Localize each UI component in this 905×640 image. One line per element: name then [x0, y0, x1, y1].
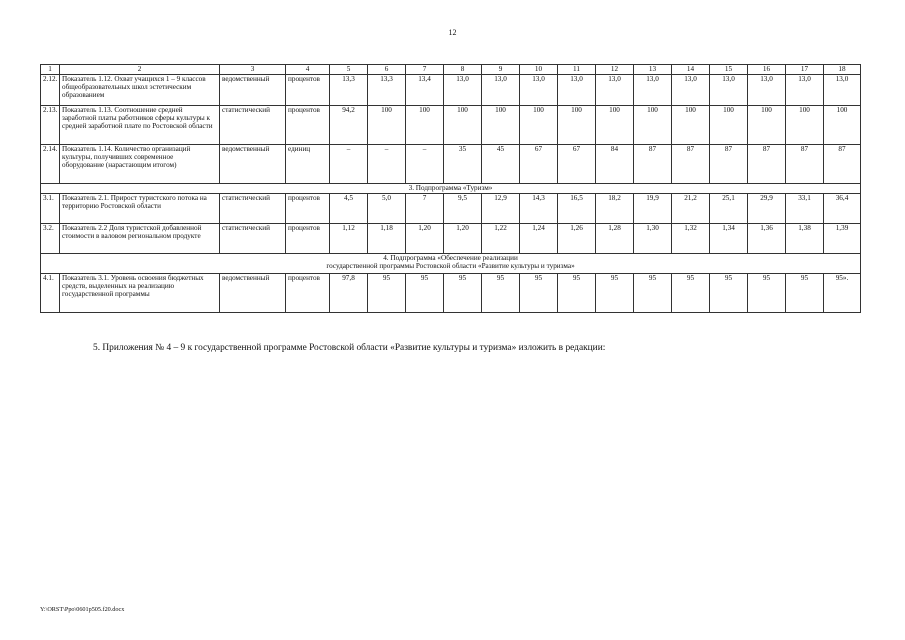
indicator-name: Показатель 1.12. Охват учащихся 1 – 9 классов общеобразовательных школ эстетическим образованием	[60, 75, 220, 106]
value-cell: 67	[520, 145, 558, 184]
value-cell: 45	[482, 145, 520, 184]
header-cell: 2	[60, 65, 220, 75]
header-cell: 15	[710, 65, 748, 75]
value-cell: 95	[634, 274, 672, 313]
value-cell: 100	[444, 106, 482, 145]
row-number: 3.1.	[41, 194, 60, 224]
header-cell: 16	[748, 65, 786, 75]
value-cell: 16,5	[558, 194, 596, 224]
value-cell: 95	[748, 274, 786, 313]
value-cell: 95	[406, 274, 444, 313]
value-cell: 13,0	[824, 75, 861, 106]
value-cell: 100	[406, 106, 444, 145]
indicator-unit: процентов	[286, 194, 330, 224]
value-cell: 13,0	[710, 75, 748, 106]
header-cell: 5	[330, 65, 368, 75]
header-cell: 3	[220, 65, 286, 75]
indicator-name: Показатель 1.13. Соотношение средней заработной платы работников сферы культуры к средней заработной плате по Ростовской области	[60, 106, 220, 145]
header-cell: 4	[286, 65, 330, 75]
indicator-source: статистический	[220, 106, 286, 145]
value-cell: 87	[672, 145, 710, 184]
value-cell: 1,24	[520, 224, 558, 254]
value-cell: 100	[482, 106, 520, 145]
value-cell: 9,5	[444, 194, 482, 224]
section-title-line: 4. Подпрограмма «Обеспечение реализации	[383, 254, 518, 262]
value-cell: 95	[710, 274, 748, 313]
value-cell: 1,20	[444, 224, 482, 254]
row-number: 2.12.	[41, 75, 60, 106]
value-cell: 95	[786, 274, 824, 313]
table-row	[41, 145, 861, 184]
indicator-name: Показатель 2.2 Доля туристской добавленной стоимости в валовом региональном продукте	[60, 224, 220, 254]
section-title	[41, 184, 861, 194]
value-cell: 13,4	[406, 75, 444, 106]
value-cell: 13,0	[520, 75, 558, 106]
value-cell: 1,20	[406, 224, 444, 254]
value-cell: 95	[558, 274, 596, 313]
indicator-unit: процентов	[286, 274, 330, 313]
value-cell: –	[406, 145, 444, 184]
table-row	[41, 224, 861, 254]
value-cell: 1,34	[710, 224, 748, 254]
value-cell: 100	[634, 106, 672, 145]
header-cell: 11	[558, 65, 596, 75]
indicator-source: статистический	[220, 224, 286, 254]
header-cell: 18	[824, 65, 861, 75]
section-row	[41, 254, 861, 274]
indicator-name: Показатель 2.1. Прирост туристского потока на территорию Ростовской области	[60, 194, 220, 224]
value-cell: 13,0	[634, 75, 672, 106]
indicators-table	[40, 64, 861, 313]
value-cell: 87	[786, 145, 824, 184]
header-cell: 17	[786, 65, 824, 75]
value-cell: 35	[444, 145, 482, 184]
row-number: 2.14.	[41, 145, 60, 184]
value-cell: 14,3	[520, 194, 558, 224]
value-cell: 95».	[824, 274, 861, 313]
value-cell: 67	[558, 145, 596, 184]
value-cell: 1,18	[368, 224, 406, 254]
value-cell: 1,36	[748, 224, 786, 254]
indicator-unit: процентов	[286, 75, 330, 106]
value-cell: 13,3	[368, 75, 406, 106]
header-cell: 7	[406, 65, 444, 75]
value-cell: 1,28	[596, 224, 634, 254]
value-cell: –	[330, 145, 368, 184]
value-cell: 95	[672, 274, 710, 313]
value-cell: 29,9	[748, 194, 786, 224]
value-cell: 1,12	[330, 224, 368, 254]
value-cell: 100	[520, 106, 558, 145]
value-cell: 95	[368, 274, 406, 313]
section-title	[41, 254, 861, 274]
value-cell: 100	[786, 106, 824, 145]
value-cell: 25,1	[710, 194, 748, 224]
row-number: 3.2.	[41, 224, 60, 254]
value-cell: 1,26	[558, 224, 596, 254]
value-cell: 33,1	[786, 194, 824, 224]
indicator-unit: процентов	[286, 106, 330, 145]
header-cell: 14	[672, 65, 710, 75]
value-cell: 94,2	[330, 106, 368, 145]
value-cell: 18,2	[596, 194, 634, 224]
page-number: 12	[448, 28, 457, 37]
value-cell: 100	[596, 106, 634, 145]
value-cell: 13,0	[748, 75, 786, 106]
value-cell: 7	[406, 194, 444, 224]
section-row	[41, 184, 861, 194]
value-cell: 1,30	[634, 224, 672, 254]
header-cell: 6	[368, 65, 406, 75]
header-row	[41, 65, 861, 75]
value-cell: –	[368, 145, 406, 184]
value-cell: 87	[824, 145, 861, 184]
value-cell: 13,0	[444, 75, 482, 106]
value-cell: 87	[710, 145, 748, 184]
value-cell: 100	[824, 106, 861, 145]
value-cell: 19,9	[634, 194, 672, 224]
file-path: Y:\ORST\Ppo\0601p505.f20.docx	[40, 606, 125, 613]
value-cell: 100	[672, 106, 710, 145]
header-cell: 12	[596, 65, 634, 75]
value-cell: 100	[368, 106, 406, 145]
value-cell: 21,2	[672, 194, 710, 224]
indicator-source: ведомственный	[220, 145, 286, 184]
indicator-name: Показатель 3.1. Уровень освоения бюджетных средств, выделенных на реализацию государственной программы	[60, 274, 220, 313]
value-cell: 1,22	[482, 224, 520, 254]
section-title-line: государственной программы Ростовской области «Развитие культуры и туризма»	[326, 262, 575, 271]
indicator-source: ведомственный	[220, 274, 286, 313]
value-cell: 12,9	[482, 194, 520, 224]
value-cell: 87	[748, 145, 786, 184]
footer-note: 5. Приложения № 4 – 9 к государственной программе Ростовской области «Развитие культуры и туризма» изложить в редакции:	[93, 343, 606, 353]
value-cell: 95	[596, 274, 634, 313]
value-cell: 100	[710, 106, 748, 145]
value-cell: 13,0	[596, 75, 634, 106]
header-cell: 8	[444, 65, 482, 75]
value-cell: 13,0	[482, 75, 520, 106]
value-cell: 13,3	[330, 75, 368, 106]
table-row	[41, 75, 861, 106]
value-cell: 5,0	[368, 194, 406, 224]
value-cell: 13,0	[558, 75, 596, 106]
table-row	[41, 194, 861, 224]
value-cell: 100	[748, 106, 786, 145]
value-cell: 84	[596, 145, 634, 184]
value-cell: 1,32	[672, 224, 710, 254]
value-cell: 95	[520, 274, 558, 313]
section-title-line: 3. Подпрограмма «Туризм»	[408, 184, 493, 192]
header-cell: 1	[41, 65, 60, 75]
value-cell: 95	[482, 274, 520, 313]
indicator-unit: единиц	[286, 145, 330, 184]
table-row	[41, 106, 861, 145]
row-number: 2.13.	[41, 106, 60, 145]
value-cell: 97,8	[330, 274, 368, 313]
header-cell: 13	[634, 65, 672, 75]
indicator-source: ведомственный	[220, 75, 286, 106]
value-cell: 13,0	[786, 75, 824, 106]
value-cell: 95	[444, 274, 482, 313]
value-cell: 100	[558, 106, 596, 145]
value-cell: 1,38	[786, 224, 824, 254]
value-cell: 87	[634, 145, 672, 184]
value-cell: 4,5	[330, 194, 368, 224]
header-cell: 10	[520, 65, 558, 75]
indicator-source: статистический	[220, 194, 286, 224]
indicator-unit: процентов	[286, 224, 330, 254]
value-cell: 36,4	[824, 194, 861, 224]
table-row	[41, 274, 861, 313]
value-cell: 13,0	[672, 75, 710, 106]
value-cell: 1,39	[824, 224, 861, 254]
indicator-name: Показатель 1.14. Количество организаций культуры, получивших современное оборудование (нарастающим итогом)	[60, 145, 220, 184]
header-cell: 9	[482, 65, 520, 75]
row-number: 4.1.	[41, 274, 60, 313]
